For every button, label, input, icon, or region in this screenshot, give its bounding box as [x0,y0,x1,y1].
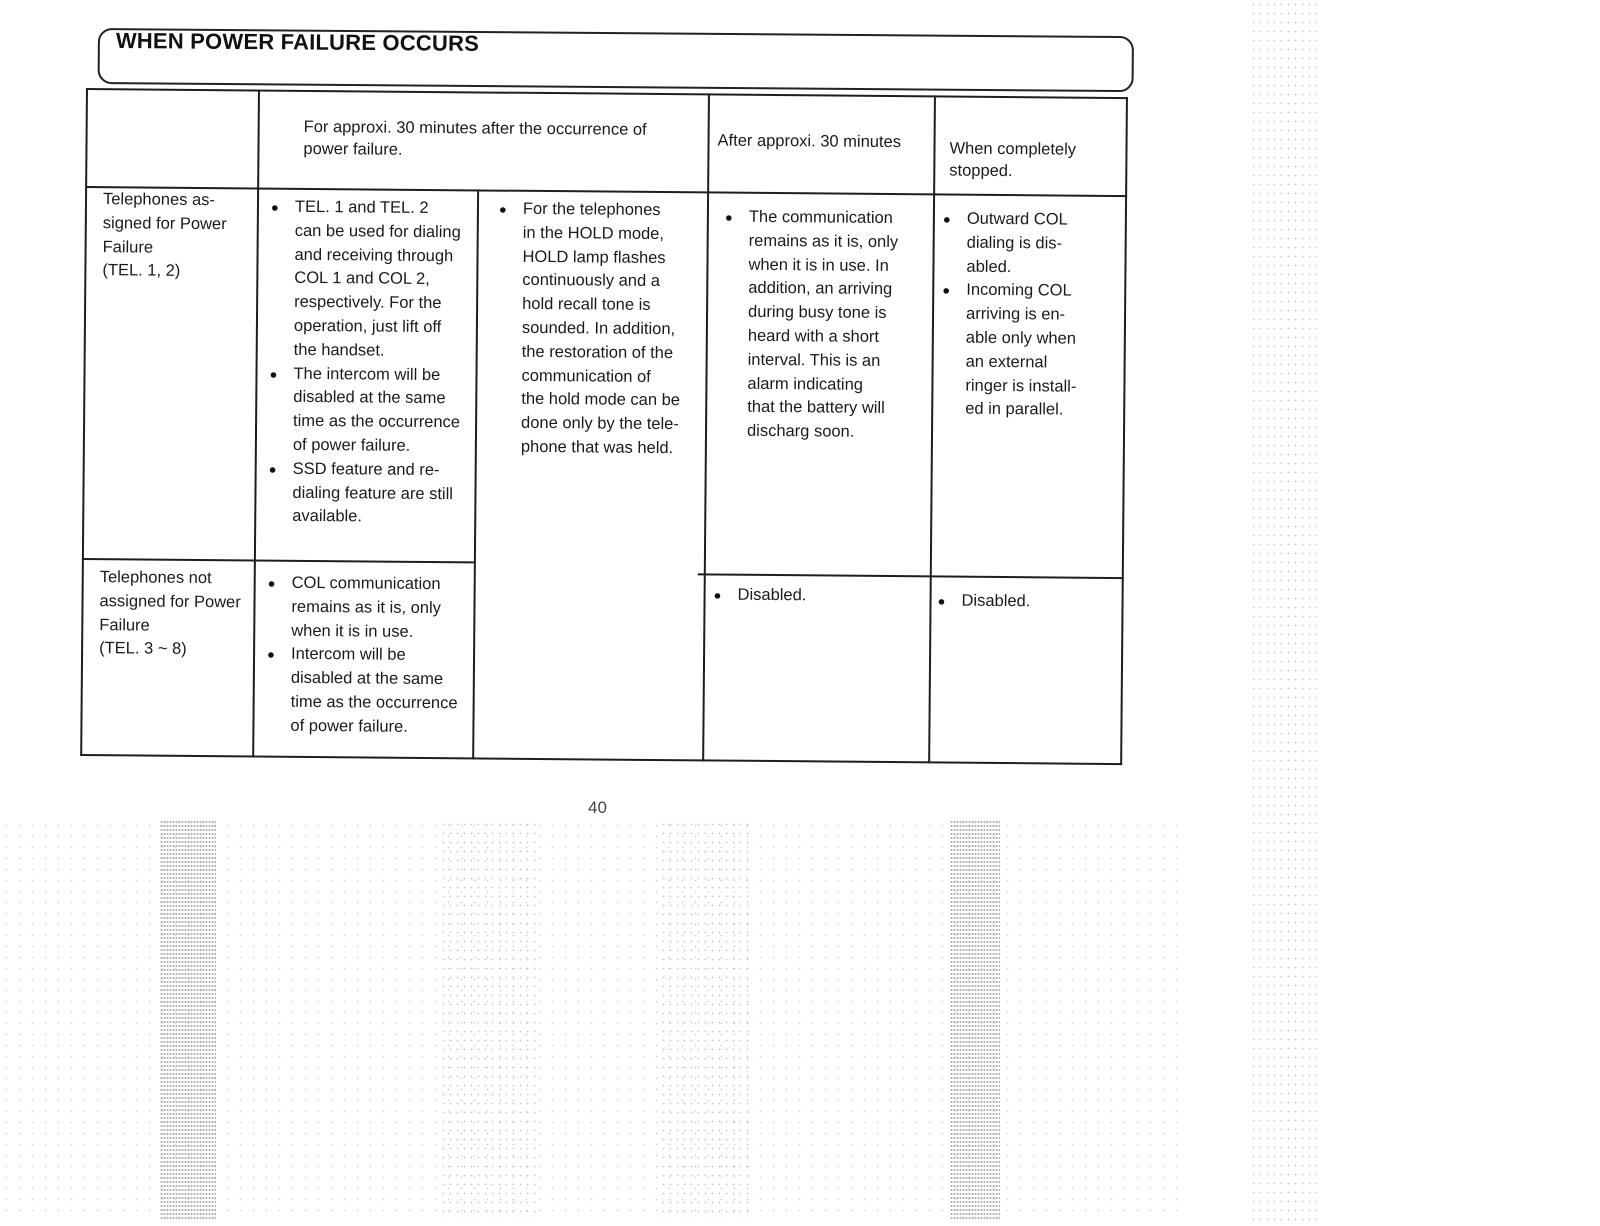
bullet-line: addition, an arriving [748,279,893,299]
header-after-30-minutes: After approxi. 30 minutes [717,131,902,152]
bullet-list [723,206,925,446]
bullet-line: remains as it is, only [291,597,442,617]
row-not-assigned-after-30-cell [713,583,913,609]
bullet-line: an external [965,352,1048,372]
bullet-line: time as the occurrence [290,692,458,713]
bullet-item [937,589,1117,614]
row-label-line: (TEL. 1, 2) [102,261,181,281]
bullet-line: respectively. For the [294,293,442,313]
bullet-line: arriving is en- [965,304,1066,324]
bullet-item [269,362,475,459]
bullet-line: ● The communication [748,207,893,228]
bullet-item [713,583,913,609]
bullet-list [266,572,472,740]
bullet-line: ringer is install- [965,376,1077,396]
bullet-line: able only when [965,328,1077,348]
bullet-list [713,583,913,609]
row-not-assigned-stopped-cell [937,589,1117,614]
bullet-line: interval. This is an [747,350,881,370]
bullet-line: phone that was held. [520,437,674,458]
bullet-line: that the battery will [747,398,885,418]
bullet-line: disabled at the same [290,668,444,689]
bullet-line: time as the occurrence [293,411,461,432]
bullet-line: ● Disabled. [961,591,1031,611]
bullet-line: COL 1 and COL 2, [294,269,430,289]
row-label-line: (TEL. 3 ~ 8) [99,639,187,659]
bullet-line: disabled at the same [293,388,446,408]
row-label-not-assigned [99,566,250,662]
bullet-line: ● Intercom will be [290,645,406,665]
header-completely-stopped: When completely stopped. [949,139,1077,181]
bullet-item [268,457,474,530]
bullet-item [270,196,476,364]
row-label-assigned [102,188,253,284]
bullet-line: discharg soon. [746,421,855,441]
row-label-line: Failure [102,237,154,257]
header-first-30-minutes: For approxi. 30 minutes after the occurrence of power failure. [303,117,647,159]
bullet-list [497,198,704,462]
bullet-item [497,198,704,462]
row-label-line: Failure [99,615,150,635]
bullet-line: ● Incoming COL [966,281,1072,301]
bullet-line: ● TEL. 1 and TEL. 2 [294,197,429,217]
scan-noise-band [950,820,1000,1220]
bullet-line: sounded. In addition, [521,318,676,339]
bullet-line: ● For the telephones [522,199,661,220]
bullet-line: in the HOLD mode, [522,223,665,243]
row-not-assigned-first-30-cell [266,572,472,740]
bullet-line: ● Outward COL [966,209,1068,229]
bullet-line: remains as it is, only [748,231,899,251]
bullet-line: communication of [521,366,651,386]
bullet-line: the restoration of the [521,342,674,362]
bullet-line: continuously and a [522,271,661,291]
row-label-line: signed for Power [102,213,227,234]
bullet-item [723,206,925,446]
bullet-line: the hold mode can be [521,390,681,410]
hold-mode-cell [497,198,704,462]
bullet-line: ● COL communication [291,573,441,594]
bullet-line: HOLD lamp flashes [522,247,666,267]
bullet-list [937,589,1117,614]
bullet-line: during busy tone is [747,302,887,323]
bullet-list [268,196,476,531]
scan-noise-band [160,820,216,1220]
row-assigned-stopped-cell [941,207,1123,423]
row-label-line: Telephones as- [102,190,216,210]
bullet-line: the handset. [293,340,385,360]
bullet-item [942,207,1123,280]
bullet-line: available. [292,507,363,526]
page-number: 40 [588,798,607,817]
bullet-line: ● SSD feature and re- [292,459,440,479]
bullet-item [267,572,473,645]
row-assigned-after-30-cell [723,206,925,446]
row-label-line: Telephones not [99,568,212,588]
bullet-item [266,643,472,740]
power-failure-table [80,88,1128,787]
row-label-line: assigned for Power [99,591,241,612]
scan-noise-margin [1250,0,1320,1226]
bullet-line: when it is in use. In [748,255,889,275]
bullet-line: of power failure. [292,435,411,455]
bullet-line: and receiving through [294,245,454,265]
bullet-line: dialing feature are still [292,483,454,503]
bullet-line: hold recall tone is [522,295,651,315]
bullet-line: heard with a short [747,326,880,346]
bullet-line: done only by the tele- [521,413,679,434]
bullet-line: when it is in use. [291,621,414,641]
bullet-line: alarm indicating [747,374,864,394]
bullet-line: abled. [966,257,1012,276]
bullet-line: can be used for dialing [294,221,461,242]
bullet-line: operation, just lift off [293,316,442,337]
scan-noise-band [660,820,750,1220]
bullet-line: ● The intercom will be [293,364,441,384]
bullet-line: ● Disabled. [737,585,807,605]
scan-noise-band [440,820,540,1220]
row-assigned-first-30-cell [268,196,476,531]
bullet-line: ed in parallel. [965,400,1064,419]
section-title: WHEN POWER FAILURE OCCURS [115,28,480,56]
bullet-line: dialing is dis- [966,233,1063,253]
bullet-list [941,207,1123,423]
bullet-item [941,279,1122,423]
bullet-line: of power failure. [290,716,408,736]
